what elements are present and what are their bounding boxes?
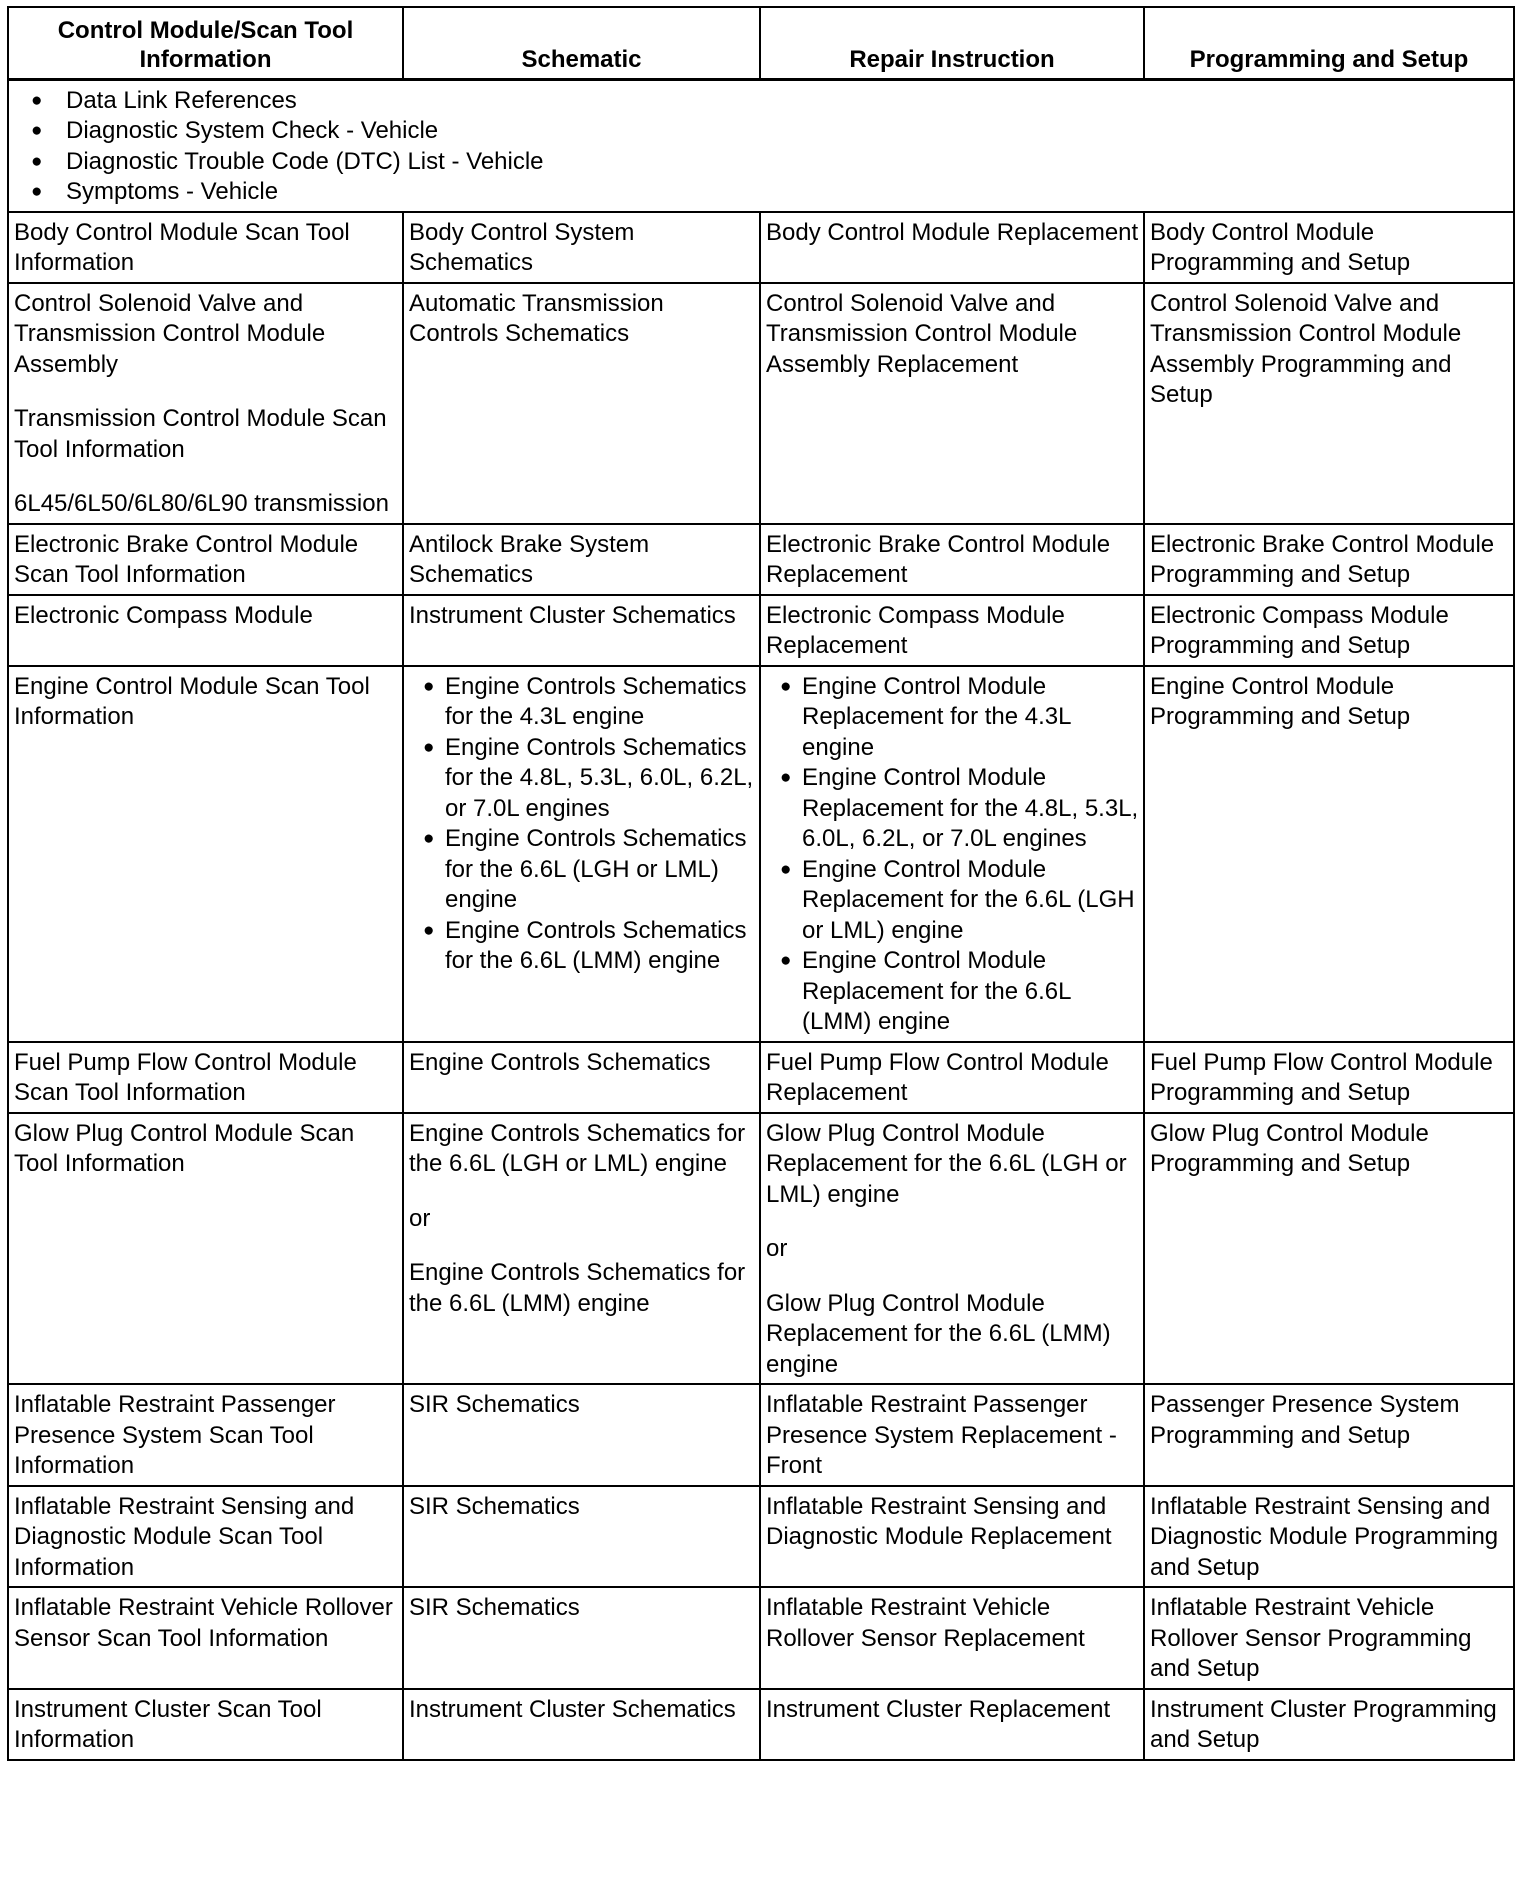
table-row-rollover-sensor [8,1587,1514,1689]
module-cell[interactable]: Inflatable Restraint Vehicle Rollover Sensor Scan Tool Information [8,1587,403,1689]
header-schematic: Schematic [403,7,760,79]
programming-cell[interactable]: Glow Plug Control Module Programming and Setup [1144,1113,1514,1385]
table-row-fuel-pump-flow-control-module [8,1042,1514,1113]
table-row-glow-plug-control-module [8,1113,1514,1385]
module-cell [8,283,403,524]
repair-link-6-6l-lmm[interactable]: ● Engine Control Module Replacement for the 6.6L (LMM) engine [766,946,1139,1038]
repair-cell[interactable]: Inflatable Restraint Passenger Presence System Replacement - Front [760,1384,1144,1486]
module-cell[interactable]: Inflatable Restraint Passenger Presence System Scan Tool Information [8,1384,403,1486]
general-references-list [14,86,1509,208]
schematic-link-v8[interactable]: ● Engine Controls Schematics for the 4.8L, 5.3L, 6.0L, 6.2L, or 7.0L engines [409,733,755,825]
header-repair-instruction: Repair Instruction [760,7,1144,79]
schematic-list [409,672,755,977]
repair-cell[interactable]: Fuel Pump Flow Control Module Replacement [760,1042,1144,1113]
programming-cell[interactable]: Control Solenoid Valve and Transmission Control Module Assembly Programming and Setup [1144,283,1514,524]
repair-link-6-6l-lmm[interactable]: Glow Plug Control Module Replacement for the 6.6L (LMM) engine [766,1289,1111,1378]
module-cell[interactable]: Electronic Brake Control Module Scan Tool Information [8,524,403,595]
general-link-data-link-references[interactable]: ● Data Link References [14,86,1509,117]
module-link-control-solenoid-valve[interactable]: Control Solenoid Valve and Transmission Control Module Assembly [14,289,326,378]
repair-cell[interactable]: Control Solenoid Valve and Transmission Control Module Assembly Replacement [760,283,1144,524]
or-text: or [766,1235,788,1262]
header-row [8,7,1514,79]
module-cell[interactable]: Inflatable Restraint Sensing and Diagnostic Module Scan Tool Information [8,1486,403,1588]
repair-cell [760,666,1144,1042]
module-cell[interactable]: Instrument Cluster Scan Tool Information [8,1689,403,1760]
repair-cell[interactable]: Inflatable Restraint Vehicle Rollover Sensor Replacement [760,1587,1144,1689]
schematic-link-6-6l-lmm[interactable]: Engine Controls Schematics for the 6.6L (LMM) engine [409,1259,746,1317]
general-link-symptoms[interactable]: ● Symptoms - Vehicle [14,177,1509,208]
module-cell: Electronic Compass Module [8,595,403,666]
repair-cell[interactable]: Body Control Module Replacement [760,212,1144,283]
schematic-cell[interactable]: Body Control System Schematics [403,212,760,283]
repair-link-6-6l-lgh-lml[interactable]: Glow Plug Control Module Replacement for the 6.6L (LGH or LML) engine [766,1119,1127,1208]
module-cell[interactable]: Glow Plug Control Module Scan Tool Information [8,1113,403,1385]
table-row-transmission-control-module [8,283,1514,524]
schematic-link-6-6l-lmm[interactable]: ● Engine Controls Schematics for the 6.6L (LMM) engine [409,916,755,977]
header-programming-setup: Programming and Setup [1144,7,1514,79]
schematic-cell[interactable]: Instrument Cluster Schematics [403,1689,760,1760]
table-row-electronic-compass-module [8,595,1514,666]
programming-cell[interactable]: Electronic Brake Control Module Programming and Setup [1144,524,1514,595]
repair-list [766,672,1139,1038]
general-references-cell [8,79,1514,212]
schematic-cell [403,1113,760,1385]
table-row-body-control-module [8,212,1514,283]
schematic-link-6-6l-lgh-lml[interactable]: Engine Controls Schematics for the 6.6L (LGH or LML) engine [409,1119,746,1177]
programming-cell[interactable]: Body Control Module Programming and Setup [1144,212,1514,283]
programming-cell[interactable]: Inflatable Restraint Vehicle Rollover Sensor Programming and Setup [1144,1587,1514,1689]
module-cell[interactable]: Body Control Module Scan Tool Information [8,212,403,283]
module-link-tcm-scan-tool[interactable]: Transmission Control Module Scan Tool Information [14,405,387,463]
schematic-cell[interactable]: Engine Controls Schematics [403,1042,760,1113]
repair-cell [760,1113,1144,1385]
programming-cell[interactable]: Electronic Compass Module Programming and Setup [1144,595,1514,666]
programming-cell[interactable]: Engine Control Module Programming and Setup [1144,666,1514,1042]
schematic-cell[interactable]: Automatic Transmission Controls Schematics [403,283,760,524]
header-module-info: Control Module/Scan Tool Information [8,7,403,79]
general-link-dtc-list[interactable]: ● Diagnostic Trouble Code (DTC) List - Vehicle [14,147,1509,178]
general-link-diagnostic-system-check[interactable]: ● Diagnostic System Check - Vehicle [14,116,1509,147]
schematic-cell [403,666,760,1042]
module-note-transmission: 6L45/6L50/6L80/6L90 transmission [14,490,389,517]
repair-link-4-3l[interactable]: ● Engine Control Module Replacement for the 4.3L engine [766,672,1139,764]
table-row-instrument-cluster [8,1689,1514,1760]
module-cell[interactable]: Engine Control Module Scan Tool Information [8,666,403,1042]
repair-cell[interactable]: Instrument Cluster Replacement [760,1689,1144,1760]
or-text: or [409,1204,431,1232]
repair-cell[interactable]: Electronic Compass Module Replacement [760,595,1144,666]
table-row-passenger-presence-system [8,1384,1514,1486]
table-row-engine-control-module [8,666,1514,1042]
schematic-cell[interactable]: SIR Schematics [403,1486,760,1588]
table-row-sensing-diagnostic-module [8,1486,1514,1588]
repair-cell[interactable]: Electronic Brake Control Module Replacement [760,524,1144,595]
repair-cell[interactable]: Inflatable Restraint Sensing and Diagnostic Module Replacement [760,1486,1144,1588]
programming-cell[interactable]: Inflatable Restraint Sensing and Diagnostic Module Programming and Setup [1144,1486,1514,1588]
module-reference-table [7,6,1515,1761]
schematic-cell[interactable]: SIR Schematics [403,1587,760,1689]
programming-cell[interactable]: Instrument Cluster Programming and Setup [1144,1689,1514,1760]
general-references-row [8,79,1514,212]
module-cell[interactable]: Fuel Pump Flow Control Module Scan Tool Information [8,1042,403,1113]
schematic-cell[interactable]: SIR Schematics [403,1384,760,1486]
table-row-electronic-brake-control-module [8,524,1514,595]
programming-cell[interactable]: Fuel Pump Flow Control Module Programming and Setup [1144,1042,1514,1113]
schematic-link-6-6l-lgh-lml[interactable]: ● Engine Controls Schematics for the 6.6L (LGH or LML) engine [409,824,755,916]
schematic-link-4-3l[interactable]: ● Engine Controls Schematics for the 4.3L engine [409,672,755,733]
repair-link-6-6l-lgh-lml[interactable]: ● Engine Control Module Replacement for the 6.6L (LGH or LML) engine [766,855,1139,947]
schematic-cell[interactable]: Instrument Cluster Schematics [403,595,760,666]
repair-link-v8[interactable]: ● Engine Control Module Replacement for the 4.8L, 5.3L, 6.0L, 6.2L, or 7.0L engines [766,763,1139,855]
programming-cell[interactable]: Passenger Presence System Programming and Setup [1144,1384,1514,1486]
schematic-cell[interactable]: Antilock Brake System Schematics [403,524,760,595]
